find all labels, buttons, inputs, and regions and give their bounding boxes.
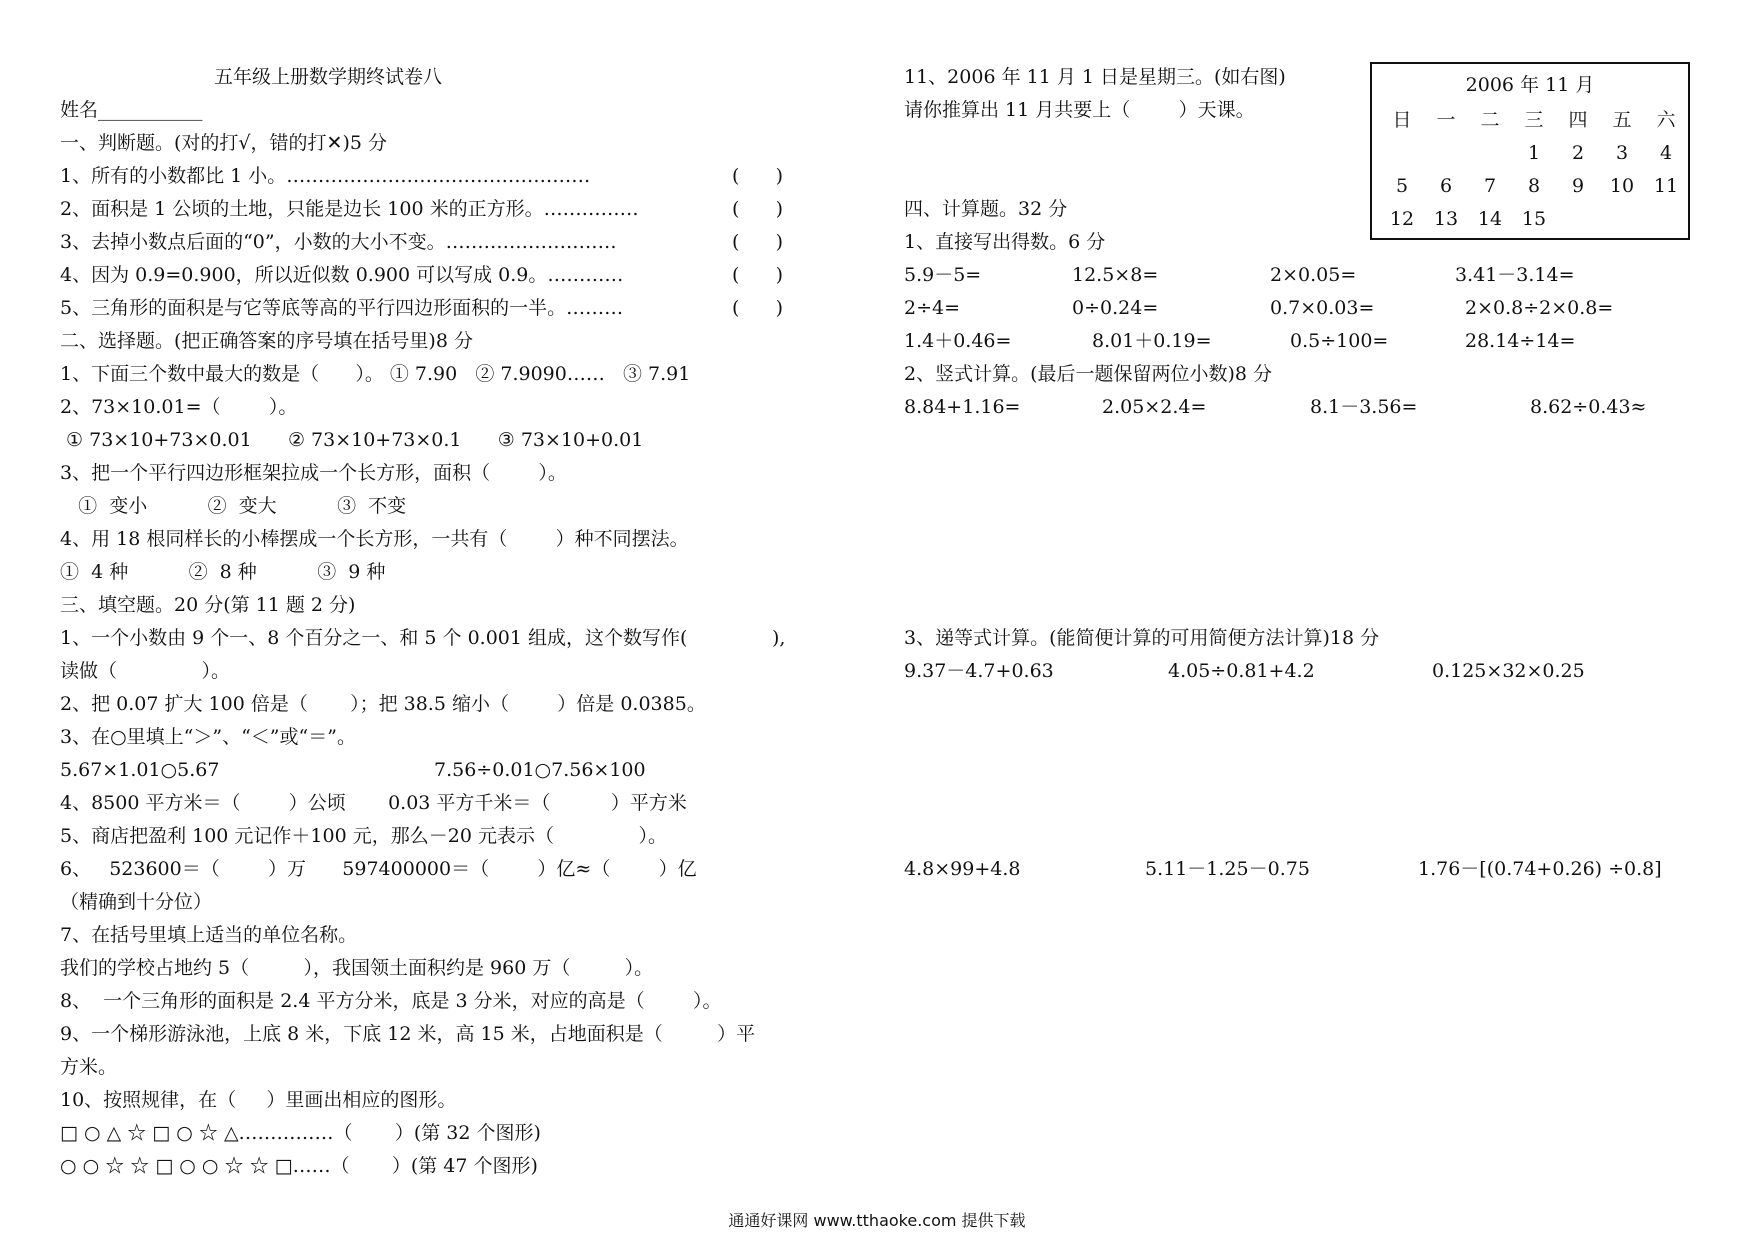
section-3-header: 三、填空题。20 分(第 11 题 2 分) — [60, 594, 356, 616]
calendar-day: 8 — [1527, 175, 1541, 197]
calendar-day: 1 — [1527, 142, 1541, 164]
calendar-weekday: 二 — [1480, 109, 1500, 131]
fill-question-10: 10、按照规律，在（ ）里画出相应的图形。 — [60, 1089, 457, 1111]
calc-item: 0.7×0.03= — [1270, 297, 1375, 319]
calendar-day: 14 — [1477, 208, 1503, 230]
calc-item: 0.5÷100= — [1290, 330, 1389, 352]
calendar-day: 12 — [1389, 208, 1415, 230]
choice-question-3-options: ① 变小 ② 变大 ③ 不变 — [60, 495, 407, 517]
calc-item: 2÷4= — [904, 297, 961, 319]
judge-answer-paren-2: ( ) — [732, 198, 784, 220]
calc-item: 28.14÷14= — [1465, 330, 1576, 352]
calendar-weekday: 一 — [1436, 109, 1456, 131]
vertical-calc-item: 8.62÷0.43≈ — [1530, 396, 1647, 418]
footer-credit: 通通好课网 www.tthaoke.com 提供下载 — [728, 1211, 1026, 1230]
fill-question-3-item-b: 7.56÷0.01○7.56×100 — [434, 759, 646, 781]
calc-item: 2×0.05= — [1270, 264, 1357, 286]
choice-question-2-options: ① 73×10+73×0.01 ② 73×10+73×0.1 ③ 73×10+0.01 — [60, 429, 644, 451]
calendar-day: 11 — [1653, 175, 1679, 197]
calendar-day: 13 — [1433, 208, 1459, 230]
calc-subsection-1: 1、直接写出得数。6 分 — [904, 231, 1106, 253]
calc-item: 0÷0.24= — [1072, 297, 1159, 319]
calendar-day: 3 — [1615, 142, 1629, 164]
choice-question-2: 2、73×10.01=（ ）。 — [60, 396, 298, 418]
judge-answer-paren-4: ( ) — [732, 264, 784, 286]
calendar-day: 2 — [1571, 142, 1585, 164]
calendar-day: 7 — [1483, 175, 1497, 197]
calendar-weekday: 日 — [1392, 109, 1412, 131]
vertical-calc-item: 8.1－3.56= — [1310, 396, 1418, 418]
fill-question-6-note: （精确到十分位） — [60, 891, 213, 913]
judge-question-4: 4、因为 0.9=0.900，所以近似数 0.900 可以写成 0.9。………… — [60, 264, 624, 286]
page-title: 五年级上册数学期终试卷八 — [214, 66, 443, 88]
calc-item: 12.5×8= — [1072, 264, 1159, 286]
calc-item: 8.01＋0.19= — [1092, 330, 1212, 352]
section-2-header: 二、选择题。(把正确答案的序号填在括号里)8 分 — [60, 330, 473, 352]
name-field-label: 姓名___________ — [60, 99, 203, 121]
calendar-weekday: 六 — [1656, 109, 1676, 131]
judge-answer-paren-3: ( ) — [732, 231, 784, 253]
pattern-row-1: □ ○ △ ☆ □ ○ ☆ △……………（ ）(第 32 个图形) — [60, 1122, 541, 1144]
calc-item: 1.4＋0.46= — [904, 330, 1012, 352]
choice-question-3: 3、把一个平行四边形框架拉成一个长方形，面积（ ）。 — [60, 462, 567, 484]
calc-subsection-2: 2、竖式计算。(最后一题保留两位小数)8 分 — [904, 363, 1273, 385]
judge-answer-paren-5: ( ) — [732, 297, 784, 319]
stepwise-calc-item: 5.11－1.25－0.75 — [1145, 858, 1310, 880]
calendar-day: 15 — [1521, 208, 1547, 230]
calendar-day: 10 — [1609, 175, 1635, 197]
calendar-day: 4 — [1659, 142, 1673, 164]
calendar-weekday: 五 — [1612, 109, 1632, 131]
vertical-calc-item: 2.05×2.4= — [1102, 396, 1207, 418]
fill-question-1: 1、一个小数由 9 个一、8 个百分之一、和 5 个 0.001 组成，这个数写作( ), — [60, 627, 786, 649]
judge-question-3: 3、去掉小数点后面的“0”，小数的大小不变。……………………… — [60, 231, 617, 253]
judge-question-2: 2、面积是 1 公顷的土地，只能是边长 100 米的正方形。…………… — [60, 198, 639, 220]
fill-question-3-item-a: 5.67×1.01○5.67 — [60, 759, 220, 781]
stepwise-calc-item: 9.37－4.7+0.63 — [904, 660, 1054, 682]
judge-question-1: 1、所有的小数都比 1 小。………………………………………… — [60, 165, 591, 187]
fill-question-7-cont: 我们的学校占地约 5（ ），我国领土面积约是 960 万（ ）。 — [60, 957, 654, 979]
calc-item: 2×0.8÷2×0.8= — [1465, 297, 1614, 319]
vertical-calc-item: 8.84+1.16= — [904, 396, 1021, 418]
fill-question-9: 9、一个梯形游泳池，上底 8 米，下底 12 米，高 15 米，占地面积是（ ）平 — [60, 1023, 756, 1045]
fill-question-11: 11、2006 年 11 月 1 日是星期三。(如右图) — [904, 66, 1286, 88]
fill-question-1-cont: 读做（ ）。 — [60, 660, 231, 682]
judge-answer-paren-1: ( ) — [732, 165, 784, 187]
fill-question-11-cont: 请你推算出 11 月共要上（ ）天课。 — [904, 99, 1255, 121]
calc-subsection-3: 3、递等式计算。(能简便计算的可用简便方法计算)18 分 — [904, 627, 1380, 649]
calendar-box — [1370, 62, 1690, 240]
fill-question-9-cont: 方米。 — [60, 1056, 118, 1078]
choice-question-4-options: ① 4 种 ② 8 种 ③ 9 种 — [60, 561, 386, 583]
calendar-day: 9 — [1571, 175, 1585, 197]
calendar-day: 6 — [1439, 175, 1453, 197]
section-4-header: 四、计算题。32 分 — [904, 198, 1068, 220]
calendar-weekday: 三 — [1524, 109, 1544, 131]
calendar-title: 2006 年 11 月 — [1465, 74, 1595, 96]
fill-question-7: 7、在括号里填上适当的单位名称。 — [60, 924, 358, 946]
pattern-row-2: ○ ○ ☆ ☆ □ ○ ○ ☆ ☆ □……（ ）(第 47 个图形) — [60, 1155, 538, 1177]
section-1-header: 一、判断题。(对的打√，错的打✕)5 分 — [60, 132, 387, 154]
fill-question-8: 8、 一个三角形的面积是 2.4 平方分米，底是 3 分米，对应的高是（ ）。 — [60, 990, 722, 1012]
fill-question-5: 5、商店把盈利 100 元记作＋100 元，那么－20 元表示（ ）。 — [60, 825, 668, 847]
judge-question-5: 5、三角形的面积是与它等底等高的平行四边形面积的一半。……… — [60, 297, 624, 319]
calc-item: 5.9－5= — [904, 264, 982, 286]
stepwise-calc-item: 4.8×99+4.8 — [904, 858, 1021, 880]
fill-question-2: 2、把 0.07 扩大 100 倍是（ ）；把 38.5 缩小（ ）倍是 0.0385。 — [60, 693, 706, 715]
fill-question-6: 6、 523600＝（ ）万 597400000＝（ ）亿≈（ ）亿 — [60, 858, 697, 880]
calendar-weekday: 四 — [1568, 109, 1588, 131]
fill-question-4: 4、8500 平方米＝（ ）公顷 0.03 平方千米＝（ ）平方米 — [60, 792, 687, 814]
stepwise-calc-item: 1.76－[(0.74+0.26) ÷0.8] — [1418, 858, 1662, 880]
stepwise-calc-item: 0.125×32×0.25 — [1432, 660, 1585, 682]
stepwise-calc-item: 4.05÷0.81+4.2 — [1168, 660, 1315, 682]
choice-question-4: 4、用 18 根同样长的小棒摆成一个长方形，一共有（ ）种不同摆法。 — [60, 528, 689, 550]
choice-question-1: 1、下面三个数中最大的数是（ ）。 ① 7.90 ② 7.9090…… ③ 7.91 — [60, 363, 691, 385]
calendar-day: 5 — [1395, 175, 1409, 197]
fill-question-3: 3、在○里填上“＞”、“＜”或“＝”。 — [60, 726, 356, 748]
calc-item: 3.41－3.14= — [1455, 264, 1575, 286]
